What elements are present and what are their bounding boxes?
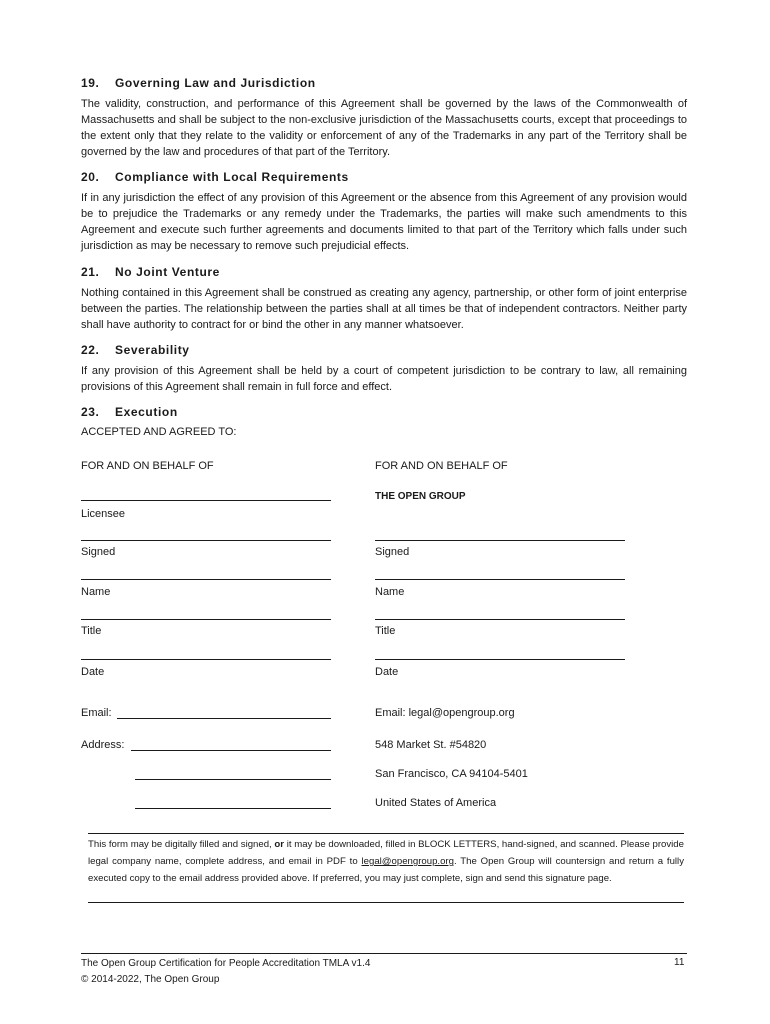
section-severability: [81, 342, 687, 395]
left-name-field[interactable]: [81, 579, 331, 580]
left-name-label: Name: [81, 586, 111, 598]
right-name-label: Name: [375, 586, 405, 598]
left-date-field[interactable]: [81, 659, 331, 660]
instructions-notice: [88, 833, 684, 903]
left-address-field-1[interactable]: [131, 750, 331, 751]
legal-email-link[interactable]: legal@opengroup.org: [361, 856, 454, 867]
left-date-label: Date: [81, 666, 105, 678]
section-compliance: [81, 169, 687, 254]
left-email-label: Email:: [81, 707, 112, 719]
left-address-field-2[interactable]: [135, 779, 331, 780]
section-title: Execution: [115, 405, 178, 419]
right-address-line-1: 548 Market St. #54820: [375, 739, 487, 751]
right-name-field[interactable]: [375, 579, 625, 580]
notice-text: [88, 836, 684, 887]
left-behalf-label: FOR AND ON BEHALF OF: [81, 460, 214, 472]
section-number: 21.: [81, 265, 100, 279]
section-governing-law: [81, 75, 687, 160]
right-title-field[interactable]: [375, 619, 625, 620]
right-signed-field[interactable]: [375, 540, 625, 541]
notice-or-emphasis: or: [274, 839, 285, 850]
right-date-label: Date: [375, 666, 399, 678]
right-email-text: Email: legal@opengroup.org: [375, 707, 515, 719]
left-title-label: Title: [81, 625, 102, 637]
footer-copyright: © 2014-2022, The Open Group: [81, 974, 220, 985]
left-address-label: Address:: [81, 739, 125, 751]
section-heading: [81, 75, 687, 92]
notice-text-part: . The Open Group will countersign and return a fully executed copy to the email address provided above. If preferred, you may just complete, sign and send this signature page.: [88, 856, 684, 884]
section-heading: [81, 169, 687, 186]
section-title: Severability: [115, 343, 190, 357]
notice-text-part: This form may be digitally filled and signed,: [88, 839, 275, 850]
footer-doc-title: The Open Group Certification for People Accreditation TMLA v1.4: [81, 958, 371, 969]
right-date-field[interactable]: [375, 659, 625, 660]
left-signed-label: Signed: [81, 546, 116, 558]
right-address-line-3: United States of America: [375, 797, 497, 809]
section-number: 20.: [81, 170, 100, 184]
section-execution: [81, 404, 687, 440]
notice-text-part: it may be downloaded, filled in BLOCK LETTERS, hand-signed, and scanned. Please provide legal company name, complete address, and email in PDF to: [88, 839, 684, 867]
section-no-joint-venture: [81, 264, 687, 333]
section-title: Governing Law and Jurisdiction: [115, 76, 316, 90]
licensee-name-field[interactable]: [81, 500, 331, 501]
section-number: 19.: [81, 76, 100, 90]
section-text: If in any jurisdiction the effect of any provision of this Agreement or the absence from this Agreement of any provision would be to prejudice the Trademarks or any remedy under the Trademarks, the parties will make such amendments to this Agreement and execute such further agreements and documents limited to that part of the Territory which falls under such jurisdiction as may be necessary to remove such prejudicial effects.: [81, 192, 687, 252]
section-heading: [81, 264, 687, 281]
section-heading: [81, 404, 687, 421]
section-heading: [81, 342, 687, 359]
left-signed-field[interactable]: [81, 540, 331, 541]
right-title-label: Title: [375, 625, 396, 637]
section-text: The validity, construction, and performance of this Agreement shall be governed by the laws of the Commonwealth of Massachusetts and shall be subject to the non-exclusive jurisdiction of the Massachusetts courts, except that proceedings to the extent only that they relate to the validity or enforcement of any of the Trademarks in any part of the Territory shall be governed by the law and procedures of that part of the Territory.: [81, 98, 687, 158]
left-title-field[interactable]: [81, 619, 331, 620]
section-text: Nothing contained in this Agreement shall be construed as creating any agency, partnership, or other form of joint enterprise between the parties. The relationship between the parties shall at all times be that of independent contractors. Neither party shall have authority to contract for or bind the other in any manner whatsoever.: [81, 287, 687, 331]
footer-divider: [81, 953, 687, 954]
right-address-line-2: San Francisco, CA 94104-5401: [375, 768, 528, 780]
section-title: No Joint Venture: [115, 265, 220, 279]
page-number: 11: [674, 957, 685, 968]
left-address-field-3[interactable]: [135, 808, 331, 809]
section-number: 22.: [81, 343, 100, 357]
right-behalf-label: FOR AND ON BEHALF OF: [375, 460, 508, 472]
open-group-org-label: THE OPEN GROUP: [375, 491, 466, 502]
section-title: Compliance with Local Requirements: [115, 170, 349, 184]
right-signed-label: Signed: [375, 546, 410, 558]
licensee-label: Licensee: [81, 508, 126, 520]
left-email-field[interactable]: [117, 718, 331, 719]
accepted-agreed-label: ACCEPTED AND AGREED TO:: [81, 426, 237, 438]
section-text: If any provision of this Agreement shall be held by a court of competent jurisdiction to be contrary to law, all remaining provisions of this Agreement shall remain in full force and effect.: [81, 365, 687, 393]
section-number: 23.: [81, 405, 100, 419]
